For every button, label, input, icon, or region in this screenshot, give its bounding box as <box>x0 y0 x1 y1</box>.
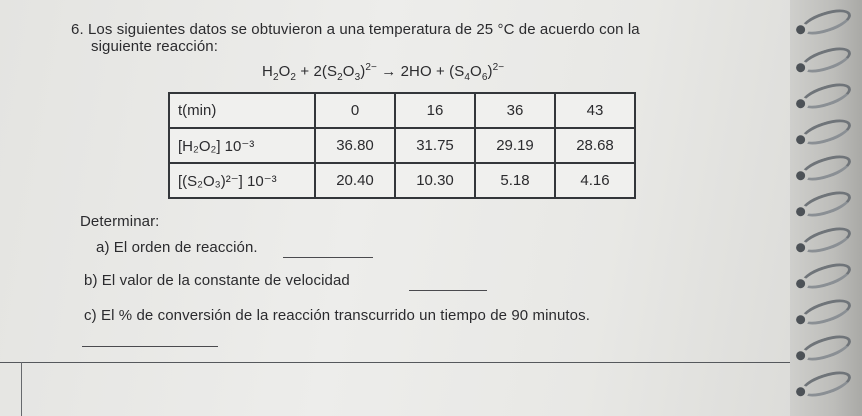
answer-blank-b <box>409 290 487 291</box>
header-cell: 36 <box>475 93 555 128</box>
answer-blank-c <box>82 346 218 347</box>
question-text: 6. Los siguientes datos se obtuvieron a una temperatura de 25 °C de acuerdo con la <box>71 21 640 38</box>
header-cell: 0 <box>315 93 395 128</box>
table-cell: 29.19 <box>475 128 555 163</box>
header-cell: 16 <box>395 93 475 128</box>
row-label: [H₂O₂] 10⁻³ <box>169 128 315 163</box>
item-b: b) El valor de la constante de velocidad <box>84 272 350 289</box>
table-row <box>169 93 635 128</box>
answer-blank-a <box>283 257 373 258</box>
header-cell: 43 <box>555 93 635 128</box>
determinar-heading: Determinar: <box>80 213 160 230</box>
item-c: c) El % de conversión de la reacción transcurrido un tiempo de 90 minutos. <box>84 307 590 324</box>
table-cell: 10.30 <box>395 163 475 198</box>
item-a: a) El orden de reacción. <box>96 239 258 256</box>
table-cell: 36.80 <box>315 128 395 163</box>
row-label: [(S₂O₃)²⁻] 10⁻³ <box>169 163 315 198</box>
table-cell: 31.75 <box>395 128 475 163</box>
table-cell: 28.68 <box>555 128 635 163</box>
margin-line <box>21 362 22 416</box>
question-text-cont: siguiente reacción: <box>91 38 218 55</box>
header-cell: t(min) <box>169 93 315 128</box>
table-cell: 20.40 <box>315 163 395 198</box>
table-cell: 4.16 <box>555 163 635 198</box>
table-cell: 5.18 <box>475 163 555 198</box>
table-row <box>169 128 635 163</box>
table-row <box>169 163 635 198</box>
ruled-line <box>0 362 790 363</box>
reaction-equation: $H_2O_2 + 2(S_2O_3)^{2-} \to 2HO + (S_4O_6)^{2-}$ <box>262 62 505 83</box>
data-table <box>168 92 636 199</box>
